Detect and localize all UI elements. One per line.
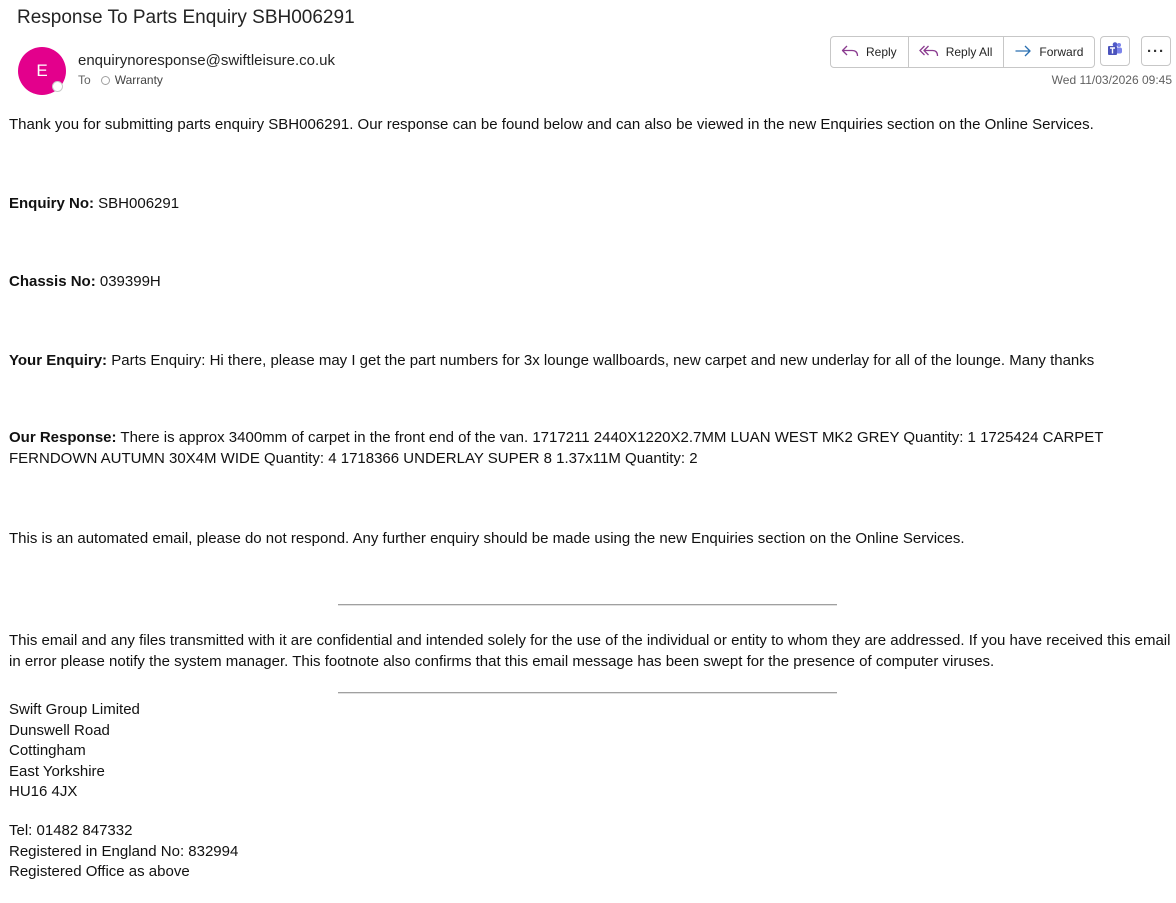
chassis-number-label: Chassis No: <box>9 273 96 290</box>
enquiry-number-label: Enquiry No: <box>9 195 94 212</box>
recipient-line <box>78 73 163 87</box>
our-response-line <box>9 427 1171 469</box>
address-line: HU16 4JX <box>9 783 78 801</box>
our-response-value: There is approx 3400mm of carpet in the front end of the van. 1717211 2440X1220X2.7MM LUAN WEST MK2 GREY Quantity: 1 1725424 CARPET FERNDOWN AUTUMN 30X4M WIDE Quantity: 4 1718366 UNDERLAY SUPER 8 1.37x11M Quantity: 2 <box>9 429 1104 467</box>
recipient-name[interactable]: Warranty <box>114 73 163 87</box>
to-label: To <box>78 73 91 87</box>
chassis-number-line <box>9 271 1171 292</box>
reply-button[interactable] <box>831 37 908 67</box>
disclaimer-paragraph: This email and any files transmitted with it are confidential and intended solely for the use of the individual or entity to whom they are addressed. If you have received this email in error please notify the system manager. This footnote also confirms that this email message has been swept for the presence of computer viruses. <box>9 632 1171 670</box>
reply-all-label: Reply All <box>945 45 993 59</box>
teams-button[interactable] <box>1100 36 1130 66</box>
enquiry-number-value: SBH006291 <box>94 195 180 212</box>
presence-status-icon <box>52 81 63 92</box>
reply-label: Reply <box>866 45 897 59</box>
chassis-number-value: 039399H <box>95 273 161 290</box>
email-subject: Response To Parts Enquiry SBH006291 <box>17 7 355 28</box>
sender-address[interactable]: enquirynoresponse@swiftleisure.co.uk <box>78 52 336 69</box>
received-date: Wed 11/03/2026 09:45 <box>1051 73 1172 87</box>
your-enquiry-line <box>9 350 1171 371</box>
enquiry-number-line <box>9 193 1171 214</box>
your-enquiry-label: Your Enquiry: <box>9 352 108 369</box>
contact-line: Registered Office as above <box>9 863 190 881</box>
address-line: Dunswell Road <box>9 721 110 739</box>
more-actions-button[interactable]: ··· <box>1141 36 1171 66</box>
reply-icon <box>841 43 866 62</box>
forward-icon <box>1014 43 1039 62</box>
reply-all-button[interactable] <box>908 37 1004 67</box>
forward-label: Forward <box>1039 45 1084 59</box>
company-contact <box>9 821 238 883</box>
automated-note: This is an automated email, please do not respond. Any further enquiry should be made using the new Enquiries section on the Online Services. <box>9 530 965 547</box>
address-line: East Yorkshire <box>9 762 105 780</box>
message-actions <box>830 36 1095 68</box>
address-line: Swift Group Limited <box>9 701 140 718</box>
teams-icon <box>1107 41 1123 62</box>
our-response-label: Our Response: <box>9 429 117 446</box>
reply-all-icon <box>919 43 946 62</box>
contact-line: Registered in England No: 832994 <box>9 842 239 860</box>
your-enquiry-value: Parts Enquiry: Hi there, please may I get the part numbers for 3x lounge wallboards, new carpet and new underlay for all of the lounge. Many thanks <box>107 352 1095 369</box>
avatar-initial: E <box>36 61 48 80</box>
recipient-presence-icon <box>101 76 110 85</box>
contact-line: Tel: 01482 847332 <box>9 822 133 839</box>
company-address <box>9 700 140 803</box>
divider-top <box>338 604 837 606</box>
forward-button[interactable] <box>1003 37 1094 67</box>
intro-paragraph: Thank you for submitting parts enquiry SBH006291. Our response can be found below and can also be viewed in the new Enquiries section on the Online Services. <box>9 116 1094 133</box>
divider-bottom <box>338 692 837 694</box>
address-line: Cottingham <box>9 742 86 760</box>
